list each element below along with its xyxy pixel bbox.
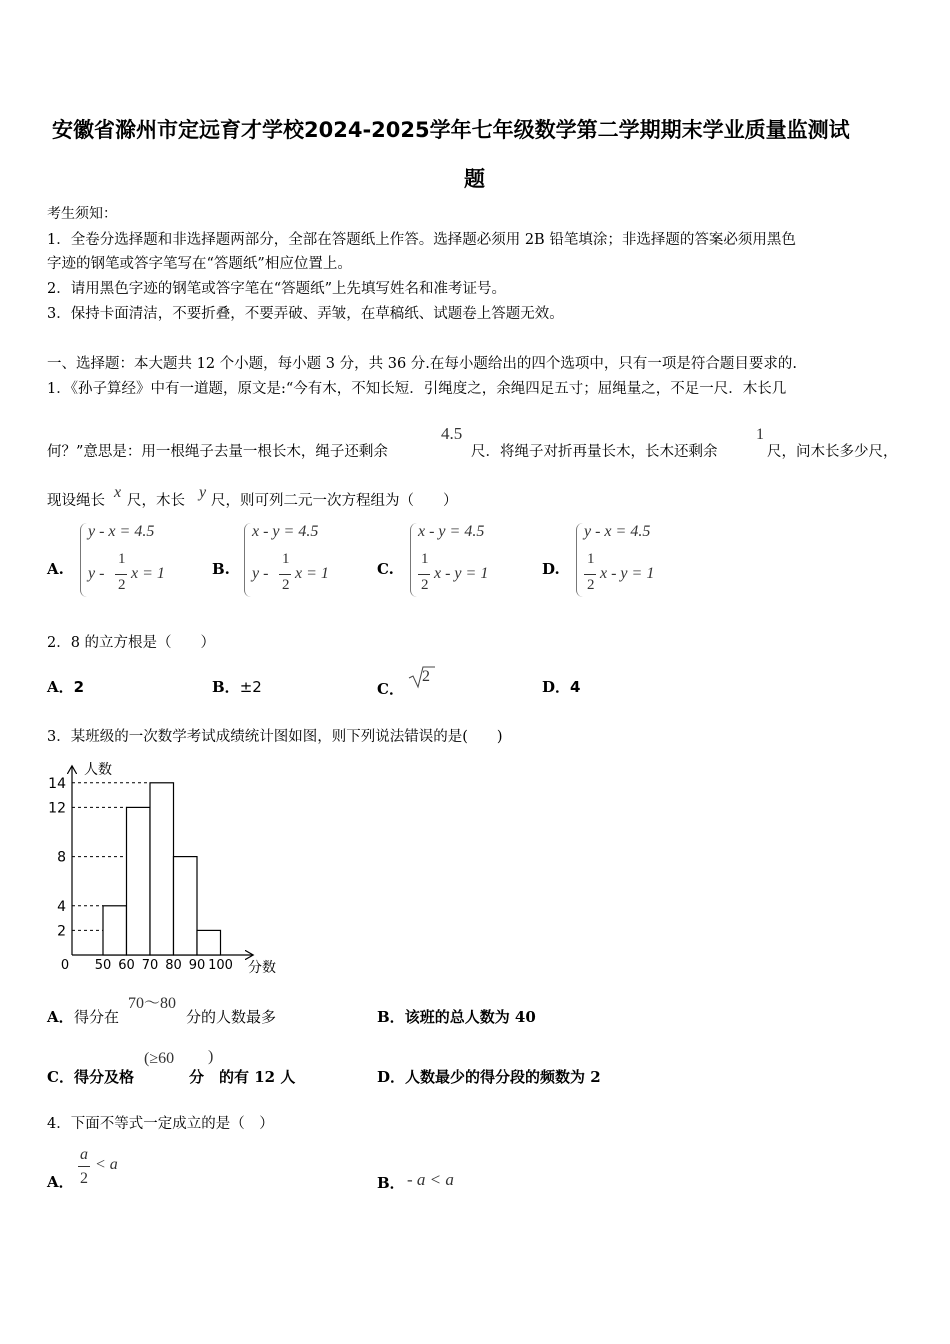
x-tick-label: 80 (165, 958, 182, 973)
x-tick-label: 60 (118, 958, 135, 973)
q1-option-b-num: 1 (282, 551, 290, 567)
q3-option-c-mid: 分 (189, 1068, 205, 1086)
q2-option-c[interactable] (377, 664, 457, 698)
q1-stem-line2a: 何？”意思是：用一根绳子去量一根长木，绳子还剩余 (47, 444, 388, 460)
q2-option-d-label: D． (542, 678, 571, 696)
q1-option-c-den: 2 (421, 577, 429, 593)
score-histogram (40, 755, 300, 980)
y-tick-label: 12 (48, 800, 66, 817)
q3-option-c[interactable] (47, 1046, 347, 1086)
q3-option-b-label: B． (377, 1008, 405, 1026)
y-tick-label: 2 (57, 923, 66, 940)
page-title: 安徽省滁州市定远育才学校2024-2025学年七年级数学第二学期期末学业质量监测试 (52, 118, 850, 142)
q3-option-c-math-open: (≥60 (144, 1050, 175, 1067)
q3-option-a-post: 分的人数最多 (186, 1008, 277, 1026)
q1-stem-line3a: 现设绳长 (47, 493, 105, 509)
q3-option-c-pre: 得分及格 (74, 1068, 135, 1086)
q4-option-a-label: A． (47, 1173, 74, 1191)
q1-option-d[interactable] (542, 515, 702, 605)
q3-option-b[interactable] (377, 1006, 627, 1028)
brace-icon (80, 523, 87, 597)
q1-option-b-den: 2 (282, 577, 290, 593)
q1-option-a-eq2-pre: y - (88, 565, 105, 582)
q1-option-b-eq1: x - y = 4.5 (252, 523, 319, 540)
q3-option-c-post: 的有 12 人 (219, 1068, 296, 1086)
histogram-bar-50-60 (103, 906, 127, 955)
notice-item-2: 2．请用黑色字迹的钢笔或答字笔在“答题纸”上先填写姓名和准考证号。 (47, 281, 507, 297)
histogram-bar-70-80 (150, 783, 174, 955)
q1-option-c-eq2-post: x - y = 1 (434, 565, 489, 582)
histogram-bar-60-70 (127, 807, 151, 955)
q4-option-a-den: 2 (80, 1170, 88, 1187)
q3-option-a-range: 70～80 (128, 995, 177, 1012)
q1-option-b-eq2-pre: y - (252, 565, 269, 582)
q3-option-c-math-close: ) (208, 1048, 214, 1065)
q2-stem: 2．8 的立方根是（ ） (47, 635, 216, 651)
q1-option-b-label: B. (212, 560, 230, 578)
q1-option-b[interactable] (212, 515, 372, 605)
q1-value-4-5: 4.5 (441, 424, 463, 443)
q1-option-c-label: C. (377, 560, 394, 578)
q2-option-a-value: 2 (73, 678, 85, 696)
q3-option-d[interactable] (377, 1066, 677, 1088)
q2-option-d-value: 4 (570, 678, 581, 696)
q2-option-d[interactable] (542, 676, 602, 698)
q1-stem-line2c: 尺，问木长多少尺， (767, 444, 898, 460)
q4-option-b-label: B． (377, 1174, 405, 1192)
brace-icon (244, 523, 251, 597)
y-tick-label: 8 (57, 849, 66, 866)
q2-option-b-value: ±2 (239, 678, 262, 696)
q2-option-c-label: C． (377, 680, 404, 698)
x-tick-label: 90 (188, 958, 206, 973)
q1-options (47, 515, 927, 605)
q1-option-c-num: 1 (421, 551, 429, 567)
q1-option-d-eq1: y - x = 4.5 (584, 523, 651, 540)
brace-icon (576, 523, 583, 597)
q1-stem-line1: 1．《孙子算经》中有一道题，原文是:“今有木，不知长短．引绳度之，余绳四足五寸；屈绳量之，不足一尺．木长几 (47, 381, 787, 397)
q2-option-a[interactable] (47, 676, 107, 698)
q1-option-a[interactable] (47, 515, 207, 605)
q1-value-1: 1 (756, 426, 764, 443)
q4-option-b-text: - a < a (407, 1170, 454, 1189)
q3-option-a[interactable] (47, 988, 347, 1028)
x-axis-label: 分数 (248, 960, 276, 976)
section-heading: 一、选择题：本大题共 12 个小题，每小题 3 分，共 36 分.在每小题给出的四个选项中，只有一项是符合题目要求的. (47, 356, 797, 372)
q4-option-a-rest: < a (95, 1156, 118, 1173)
page-title-continued: 题 (464, 167, 485, 191)
q1-option-a-num: 1 (118, 551, 126, 567)
y-tick-label: 4 (57, 898, 66, 915)
q1-option-d-den: 2 (587, 577, 595, 593)
x-tick-label: 100 (208, 958, 233, 973)
q4-option-a-num: a (80, 1146, 88, 1163)
notice-item-3: 3．保持卡面清洁，不要折叠，不要弄破、弄皱，在草稿纸、试题卷上答题无效。 (47, 306, 564, 322)
q1-option-c-eq1: x - y = 4.5 (418, 523, 485, 540)
histogram-bar-90-100 (197, 930, 221, 955)
q3-option-d-text: 人数最少的得分段的频数为 2 (405, 1068, 601, 1086)
q3-option-c-label: C． (47, 1068, 74, 1086)
q1-option-a-eq1: y - x = 4.5 (88, 523, 155, 540)
q1-option-d-label: D. (542, 560, 560, 578)
q1-stem-line3c: 尺，则可列二元一次方程组为（ ） (211, 493, 458, 509)
q1-option-d-eq2-post: x - y = 1 (600, 565, 655, 582)
x-tick-label: 0 (60, 958, 70, 973)
q1-option-a-eq2-post: x = 1 (131, 565, 165, 582)
q3-stem: 3．某班级的一次数学考试成绩统计图如图，则下列说法错误的是( ) (47, 729, 503, 745)
x-tick-label: 70 (141, 958, 159, 973)
q1-var-y: y (199, 484, 207, 501)
y-tick-label: 14 (48, 775, 66, 792)
histogram-bar-80-90 (174, 857, 198, 955)
notice-heading: 考生须知： (47, 206, 117, 222)
q1-stem-line3b: 尺，木长 (127, 493, 185, 509)
notice-item-1: 1．全卷分选择题和非选择题两部分，全部在答题纸上作答。选择题必须用 2B 铅笔填涂；非选择题的答案必须用黑色 (47, 232, 796, 248)
q3-option-a-label: A． (47, 1008, 74, 1026)
q3-option-a-pre: 得分在 (74, 1008, 120, 1026)
q1-option-a-den: 2 (118, 577, 126, 593)
q1-option-b-eq2-post: x = 1 (295, 565, 329, 582)
q1-stem-line2b: 尺．将绳子对折再量长木，长木还剩余 (471, 444, 718, 460)
q2-option-b-label: B． (212, 678, 240, 696)
q1-option-a-label: A. (47, 560, 64, 578)
q2-option-a-label: A． (47, 678, 74, 696)
q4-stem: 4．下面不等式一定成立的是（ ） (47, 1116, 274, 1132)
q3-option-b-text: 该班的总人数为 40 (404, 1008, 536, 1026)
q4-option-a[interactable] (47, 1146, 197, 1192)
notice-item-1-continued: 字迹的钢笔或答字笔写在“答题纸”相应位置上。 (47, 256, 352, 272)
q2-option-c-value: 2 (422, 668, 430, 685)
brace-icon (410, 523, 417, 597)
q1-var-x: x (114, 484, 122, 501)
q4-option-b[interactable] (377, 1170, 527, 1194)
q1-option-c[interactable] (377, 515, 537, 605)
x-tick-label: 50 (94, 958, 112, 973)
y-axis-label: 人数 (84, 762, 112, 778)
q1-option-d-num: 1 (587, 551, 595, 567)
q2-option-b[interactable] (212, 676, 282, 698)
q3-option-d-label: D． (377, 1068, 406, 1086)
